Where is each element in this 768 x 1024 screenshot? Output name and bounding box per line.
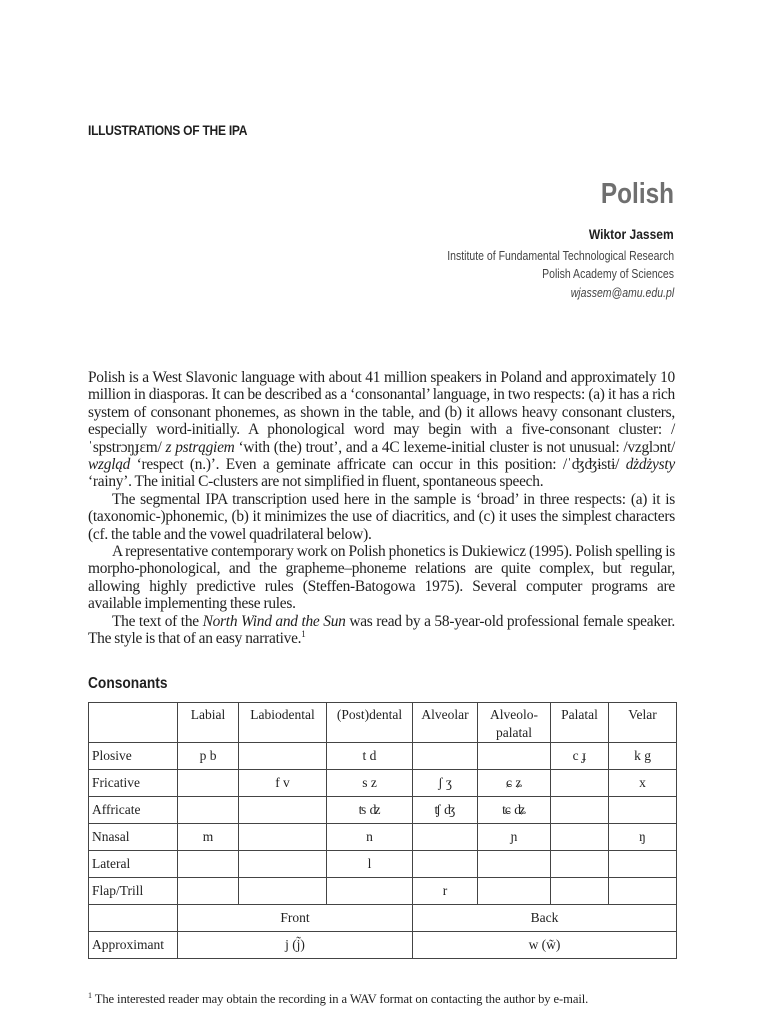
table-cell: ŋ xyxy=(609,824,677,851)
table-cell xyxy=(551,797,609,824)
column-header: Velar xyxy=(609,703,677,743)
text-run: ‘with (the) trout’, and a 4C lexeme-initial cluster is not unusual: /vzglɔnt/ xyxy=(234,438,676,456)
footnote xyxy=(88,992,588,1007)
row-header: Approximant xyxy=(89,932,178,959)
table-cell: ʨ ʥ xyxy=(478,797,551,824)
table-cell: ɕ ʑ xyxy=(478,770,551,797)
table-cell: ʃ ʒ xyxy=(413,770,478,797)
table-cell xyxy=(178,851,239,878)
affiliation-institute: Institute of Fundamental Technological Research xyxy=(447,249,674,263)
table-cell: m xyxy=(178,824,239,851)
column-header: Palatal xyxy=(551,703,609,743)
table-cell xyxy=(413,851,478,878)
table-row xyxy=(89,851,677,878)
table-header-row xyxy=(89,703,677,743)
row-header: Lateral xyxy=(89,851,178,878)
column-header: Labial xyxy=(178,703,239,743)
approximant-back: w (w̃) xyxy=(413,932,677,959)
affiliation-academy: Polish Academy of Sciences xyxy=(542,267,674,281)
front-label: Front xyxy=(178,905,413,932)
table-cell: r xyxy=(413,878,478,905)
body-text xyxy=(88,369,675,648)
table-row xyxy=(89,878,677,905)
example-word: z pstrągiem xyxy=(165,438,235,456)
paragraph-references: A representative contemporary work on Polish phonetics is Dukiewicz (1995). Polish spelling is morpho-phonological, and the grapheme–phoneme relations are quite complex, but regular, allowing highly predictive rules (Steffen-Batogowa 1975). Several computer programs are available implementing these rules. xyxy=(88,543,675,613)
table-cell xyxy=(478,743,551,770)
table-cell xyxy=(239,824,327,851)
table-cell: ʦ ʣ xyxy=(327,797,413,824)
section-heading: ILLUSTRATIONS OF THE IPA xyxy=(88,122,248,138)
table-cell xyxy=(413,743,478,770)
footnote-marker[interactable]: 1 xyxy=(301,628,306,639)
table-cell xyxy=(239,878,327,905)
table-cell xyxy=(239,797,327,824)
example-word: wzgląd xyxy=(88,456,131,474)
article-title: Polish xyxy=(600,178,674,210)
table-row xyxy=(89,743,677,770)
text-run: The text of the xyxy=(112,612,203,630)
paragraph-intro xyxy=(88,369,675,491)
table-cell xyxy=(178,797,239,824)
table-cell xyxy=(178,770,239,797)
table-cell: x xyxy=(609,770,677,797)
author-email[interactable]: wjassem@amu.edu.pl xyxy=(570,286,674,300)
table-cell: k g xyxy=(609,743,677,770)
footnote-mark: 1 xyxy=(88,990,92,1000)
table-cell xyxy=(609,797,677,824)
table-cell: s z xyxy=(327,770,413,797)
column-header: Labiodental xyxy=(239,703,327,743)
table-cell xyxy=(239,743,327,770)
footnote-text: The interested reader may obtain the recording in a WAV format on contacting the author by e-mail. xyxy=(94,992,589,1006)
table-row xyxy=(89,770,677,797)
table-row-approximant xyxy=(89,932,677,959)
table-cell xyxy=(89,905,178,932)
table-cell xyxy=(551,851,609,878)
table-cell xyxy=(413,824,478,851)
table-row xyxy=(89,797,677,824)
table-cell: c ɟ xyxy=(551,743,609,770)
table-cell: l xyxy=(327,851,413,878)
table-cell xyxy=(478,878,551,905)
table-cell xyxy=(551,770,609,797)
table-cell: f v xyxy=(239,770,327,797)
table-cell: p b xyxy=(178,743,239,770)
author-name: Wiktor Jassem xyxy=(589,226,674,242)
row-header: Plosive xyxy=(89,743,178,770)
text-title: North Wind and the Sun xyxy=(202,612,346,630)
column-header: (Post)dental xyxy=(327,703,413,743)
consonant-table xyxy=(88,702,677,959)
table-cell xyxy=(478,851,551,878)
table-cell: ʧ ʤ xyxy=(413,797,478,824)
table-row xyxy=(89,824,677,851)
table-cell xyxy=(178,878,239,905)
table-cell: ɲ xyxy=(478,824,551,851)
consonants-heading: Consonants xyxy=(88,675,168,692)
approximant-front: j (j̃) xyxy=(178,932,413,959)
row-header: Nnasal xyxy=(89,824,178,851)
table-cell xyxy=(609,851,677,878)
table-cell xyxy=(551,824,609,851)
table-cell: t d xyxy=(327,743,413,770)
table-cell xyxy=(327,878,413,905)
back-label: Back xyxy=(413,905,677,932)
paragraph-transcription: The segmental IPA transcription used here in the sample is ‘broad’ in three respects: (a) it is (taxonomic-)phonemic, (b) it minimizes the use of diacritics, and (c) it uses the simplest characters (cf. the table and the vowel quadrilateral below). xyxy=(88,490,675,543)
row-header: Fricative xyxy=(89,770,178,797)
text-run: was read by a 58-year-old professional female speaker. The style is that of an easy narrative. xyxy=(88,612,675,648)
text-run: ‘respect (n.)’. Even a geminate affricate can occur in this position: /ˈʤʤɨstɨ/ xyxy=(130,456,626,474)
paragraph-recording xyxy=(88,613,675,648)
column-header: Alveolo-palatal xyxy=(478,703,551,743)
table-row-front-back xyxy=(89,905,677,932)
column-header: Alveolar xyxy=(413,703,478,743)
row-header: Affricate xyxy=(89,797,178,824)
text-run: ‘rainy’. The initial C-clusters are not simplified in fluent, spontaneous speech. xyxy=(88,473,544,491)
table-cell xyxy=(551,878,609,905)
text-run: Polish is a West Slavonic language with about 41 million speakers in Poland and approximately 10 million in diasporas. It can be described as a ‘consonantal’ language, in two respects: (a) it has a rich system of consonant phonemes, as shown in the table, and (b) it allows heavy consonant clusters, especially word-initially. A phonological word may begin with a five-consonant cluster: /ˈspstrɔŋɟɛm/ xyxy=(88,369,675,456)
table-corner-cell xyxy=(89,703,178,743)
example-word: dżdżysty xyxy=(625,456,675,474)
row-header: Flap/Trill xyxy=(89,878,178,905)
table-cell: n xyxy=(327,824,413,851)
table-cell xyxy=(609,878,677,905)
table-cell xyxy=(239,851,327,878)
